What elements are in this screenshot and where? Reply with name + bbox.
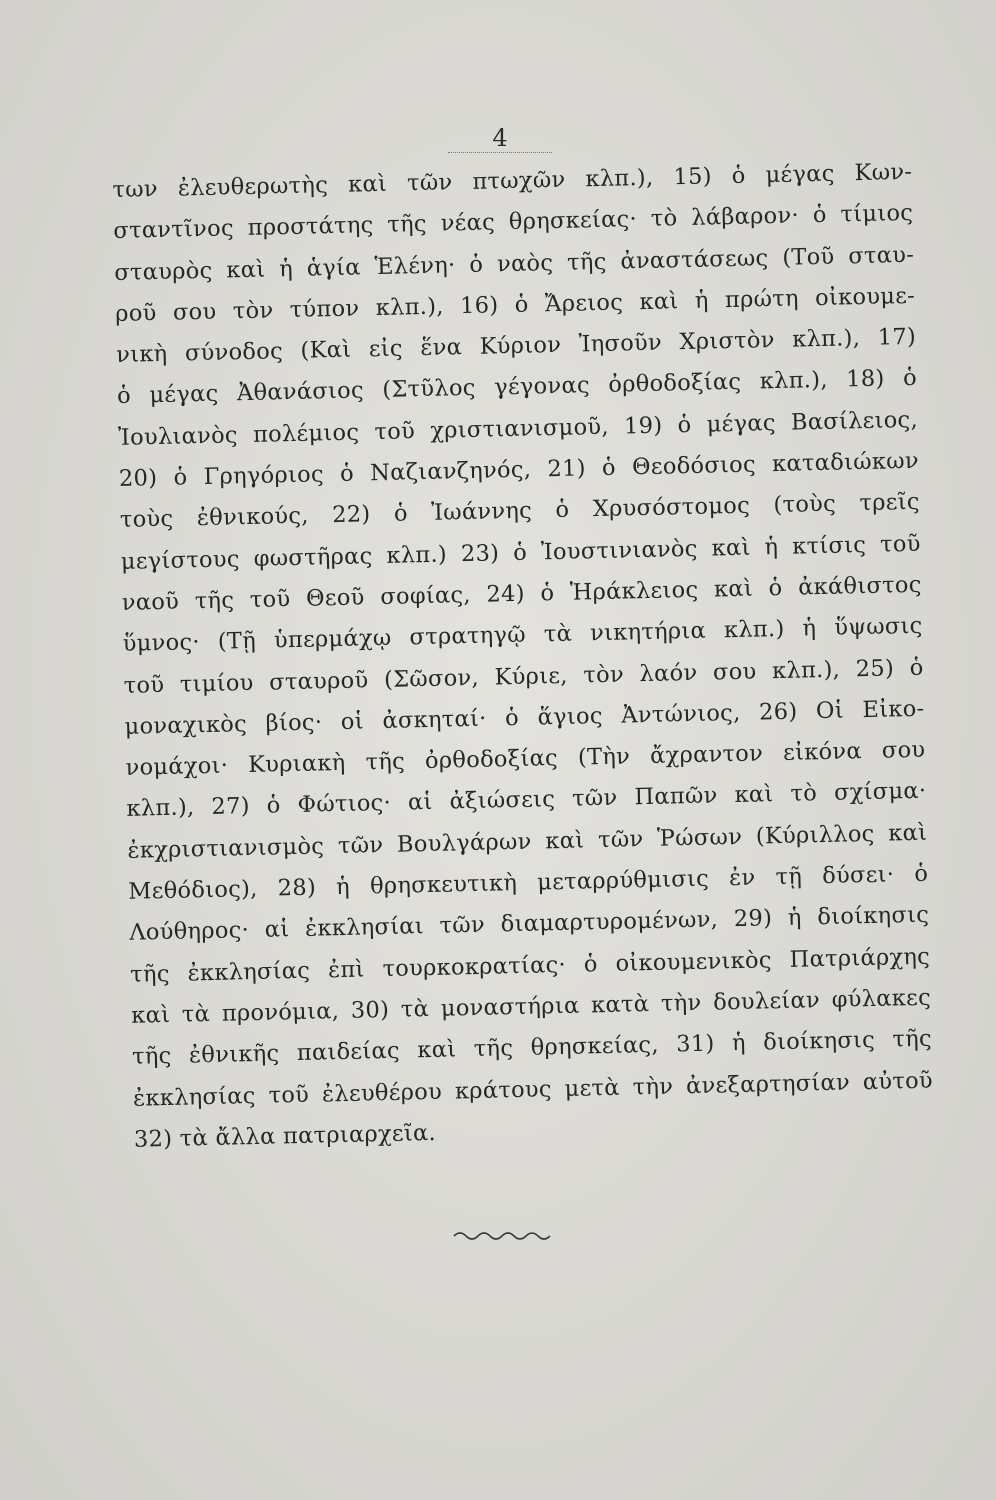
- text-line: Μεθόδιος), 28) ἡ θρησκευτικὴ μεταρρύθμισις ἐν τῇ δύσει· ὁ: [128, 860, 929, 905]
- text-line: ναοῦ τῆς τοῦ Θεοῦ σοφίας, 24) ὁ Ἡράκλειος καὶ ὁ ἀκάθιστος: [121, 571, 922, 616]
- text-line: σταυρὸς καὶ ἡ ἁγία Ἑλένη· ὁ ναὸς τῆς ἀναστάσεως (Τοῦ σταυ-: [114, 241, 915, 286]
- text-line: ὕμνος· (Τῇ ὑπερμάχῳ στρατηγῷ τὰ νικητήρια κλπ.) ἡ ὕψωσις: [122, 612, 923, 658]
- text-line: ἐκκλησίας τοῦ ἐλευθέρου κράτους μετὰ τὴν ἀνεξαρτησίαν αὐτοῦ: [132, 1067, 934, 1112]
- text-line: τοῦ τιμίου σταυροῦ (Σῶσον, Κύριε, τὸν λαόν σου κλπ.), 25) ὁ: [123, 654, 924, 699]
- text-line: 32) τὰ ἄλλα πατριαρχεῖα.: [133, 1119, 437, 1153]
- text-line: τῆς ἐκκλησίας ἐπὶ τουρκοκρατίας· ὁ οἰκουμενικὸς Πατριάρχης: [129, 943, 931, 988]
- text-line: νικὴ σύνοδος (Καὶ εἰς ἕνα Κύριον Ἰησοῦν Χριστὸν κλπ.), 17): [115, 323, 917, 369]
- text-line: ροῦ σου τὸν τύπον κλπ.), 16) ὁ Ἄρειος καὶ ἡ πρώτη οἰκουμε-: [114, 282, 916, 327]
- text-line: καὶ τὰ προνόμια, 30) τὰ μοναστήρια κατὰ τὴν δουλείαν φύλακες: [130, 984, 932, 1029]
- text-line: των ἐλευθερωτὴς καὶ τῶν πτωχῶν κλπ.), 15) ὁ μέγας Κων-: [112, 158, 913, 203]
- page-number: 4: [492, 124, 508, 152]
- end-ornament-icon: [452, 1228, 552, 1242]
- text-line: νομάχοι· Κυριακὴ τῆς ὀρθοδοξίας (Τὴν ἄχραντον εἰκόνα σου: [125, 736, 926, 781]
- text-line: 20) ὁ Γρηγόριος ὁ Ναζιανζηνός, 21) ὁ Θεοδόσιος καταδιώκων: [118, 447, 920, 492]
- text-line: Λούθηρος· αἱ ἐκκλησίαι τῶν διαμαρτυρομένων, 29) ἡ διοίκησις: [129, 902, 930, 947]
- text-line: Ἰουλιανὸς πολέμιος τοῦ χριστιανισμοῦ, 19) ὁ μέγας Βασίλειος,: [117, 406, 919, 451]
- text-line: τοὺς ἐθνικούς, 22) ὁ Ἰωάννης ὁ Χρυσόστομος (τοὺς τρεῖς: [119, 489, 921, 534]
- body-text: [112, 152, 934, 1161]
- text-line: μοναχικὸς βίος· οἱ ἀσκηταί· ὁ ἅγιος Ἀντώνιος, 26) Οἱ Εἰκο-: [124, 695, 925, 740]
- text-line: σταντῖνος προστάτης τῆς νέας θρησκείας· τὸ λάβαρον· ὁ τίμιος: [113, 200, 914, 245]
- text-line: ἐκχριστιανισμὸς τῶν Βουλγάρων καὶ τῶν Ῥώσων (Κύριλλος καὶ: [127, 819, 928, 864]
- page-number-rule: [448, 152, 552, 153]
- text-line: κλπ.), 27) ὁ Φώτιος· αἱ ἀξιώσεις τῶν Παπῶν καὶ τὸ σχίσμα·: [126, 778, 927, 823]
- text-line: ὁ μέγας Ἀθανάσιος (Στῦλος γέγονας ὀρθοδοξίας κλπ.), 18) ὁ: [116, 365, 918, 410]
- text-line: μεγίστους φωστῆρας κλπ.) 23) ὁ Ἰουστινιανὸς καὶ ἡ κτίσις τοῦ: [120, 530, 921, 575]
- text-line: τῆς ἐθνικῆς παιδείας καὶ τῆς θρησκείας, 31) ἡ διοίκησις τῆς: [131, 1025, 933, 1071]
